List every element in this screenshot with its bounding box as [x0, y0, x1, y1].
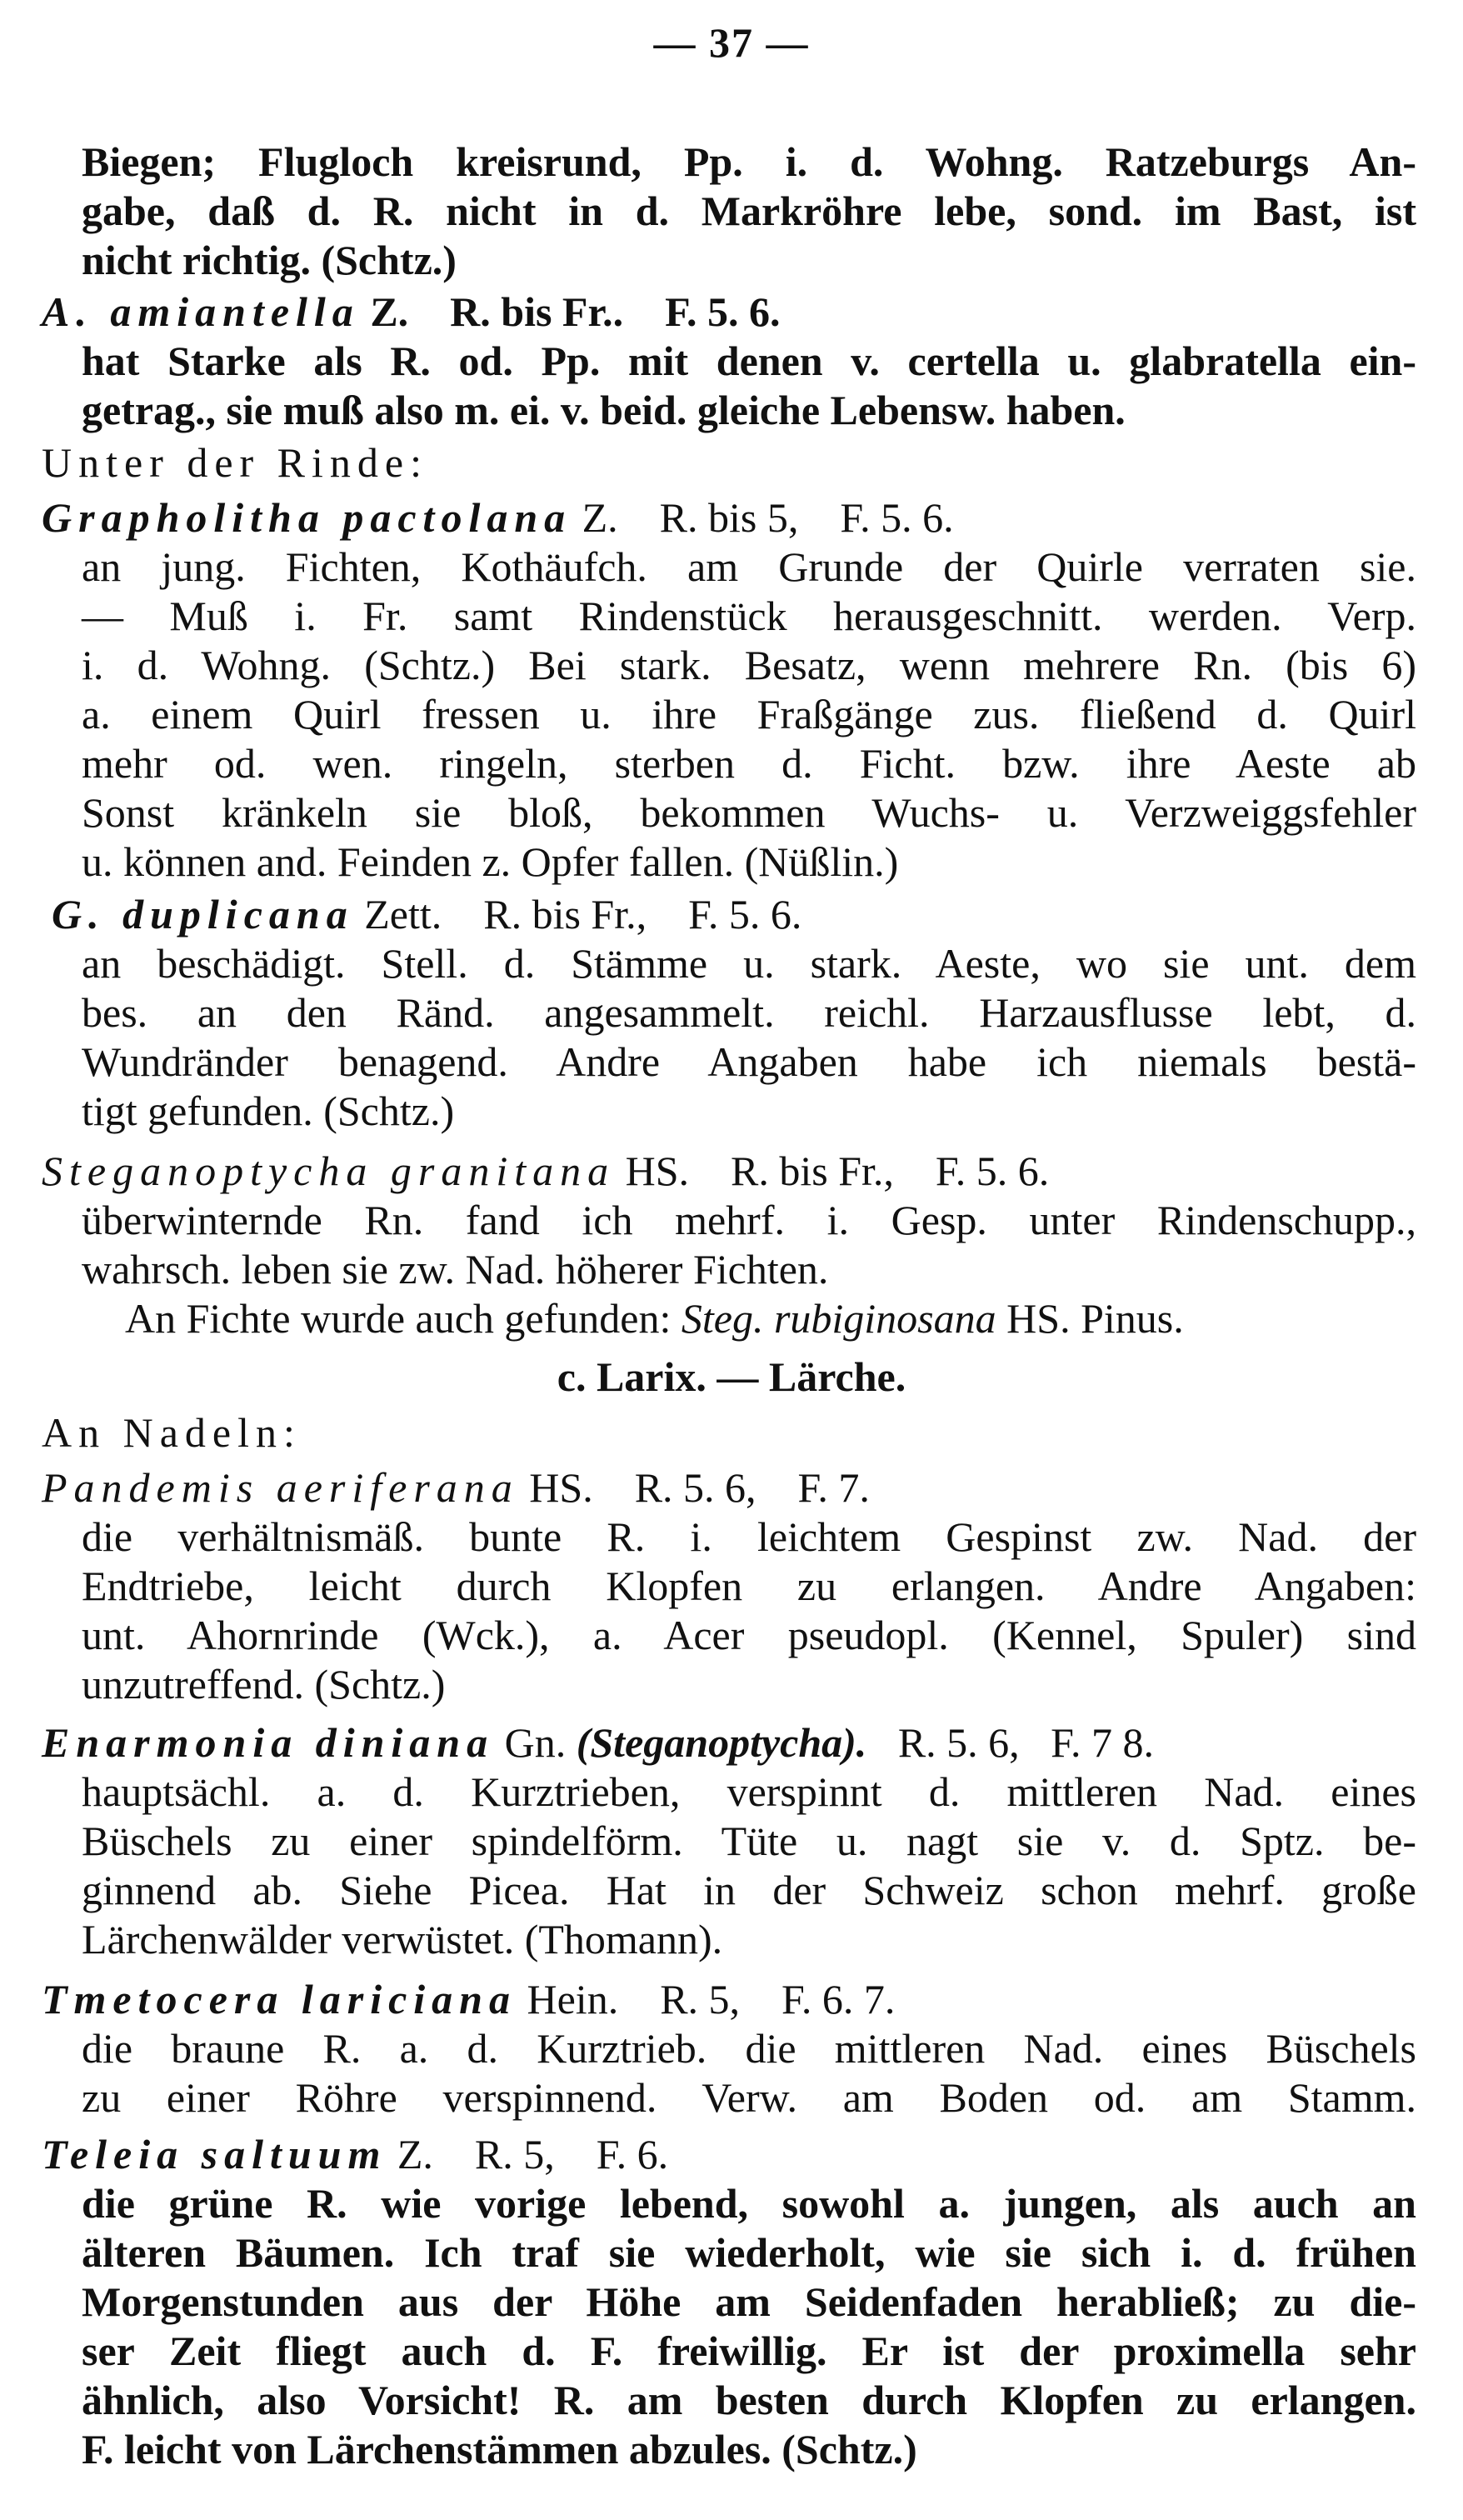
- species-name: Pandemis aeriferana: [42, 1464, 519, 1511]
- species-info: R. 5. 6, F. 7 8.: [866, 1719, 1154, 1766]
- text-line: Biegen; Flugloch kreisrund, Pp. i. d. Wohng. Ratzeburgs An-: [82, 138, 1416, 185]
- text-line: zu einer Röhre verspinnend. Verw. am Boden od. am Stamm.: [82, 2074, 1416, 2121]
- text-line: bes. an den Ränd. angesammelt. reichl. Harzausflusse lebt, d.: [82, 989, 1416, 1036]
- text-line: F. leicht von Lärchenstämmen abzules. (Schtz.): [82, 2426, 917, 2472]
- text-line: unt. Ahornrinde (Wck.), a. Acer pseudopl. (Kennel, Spuler) sind: [82, 1612, 1416, 1658]
- text-line: Wundränder benagend. Andre Angaben habe ich niemals bestä-: [82, 1038, 1416, 1085]
- species-name: Teleia saltuum: [42, 2131, 387, 2178]
- text-line: ähnlich, also Vorsicht! R. am besten durch Klopfen zu erlangen.: [82, 2377, 1416, 2423]
- species-info: Z. R. bis 5, F. 5. 6.: [572, 494, 954, 541]
- text-line: die grüne R. wie vorige lebend, sowohl a. jungen, als auch an: [82, 2180, 1416, 2227]
- text-line: Morgenstunden aus der Höhe am Seidenfaden herabließ; zu die-: [82, 2278, 1416, 2325]
- text-line: — Muß i. Fr. samt Rindenstück herausgeschnitt. werden. Verp.: [82, 592, 1416, 639]
- species-line: [42, 288, 781, 336]
- species-line: [42, 2130, 668, 2178]
- text-line: an jung. Fichten, Kothäufch. am Grunde der Quirle verraten sie.: [82, 543, 1416, 590]
- text-line: hauptsächl. a. d. Kurztrieben, verspinnt d. mittleren Nad. eines: [82, 1768, 1416, 1815]
- species-name: Tmetocera lariciana: [42, 1976, 517, 2022]
- text-line: die verhältnismäß. bunte R. i. leichtem Gespinst zw. Nad. der: [82, 1513, 1416, 1560]
- text-span: An Fichte wurde auch gefunden:: [125, 1295, 682, 1342]
- text-line: mehr od. wen. ringeln, sterben d. Ficht. bzw. ihre Aeste ab: [82, 740, 1416, 787]
- text-line: getrag., sie muß also m. ei. v. beid. gleiche Lebensw. haben.: [82, 387, 1126, 433]
- species-line: [42, 493, 954, 542]
- species-name: Enarmonia diniana: [42, 1719, 495, 1766]
- text-line: die braune R. a. d. Kurztrieb. die mittleren Nad. eines Büschels: [82, 2025, 1416, 2072]
- text-line: [125, 1294, 1184, 1342]
- text-line: nicht richtig. (Schtz.): [82, 237, 457, 283]
- text-line: ginnend ab. Siehe Picea. Hat in der Schweiz schon mehrf. große: [82, 1867, 1416, 1913]
- text-line: älteren Bäumen. Ich traf sie wiederholt, wie sie sich i. d. frühen: [82, 2229, 1416, 2276]
- text-line: gabe, daß d. R. nicht in d. Markröhre lebe, sond. im Bast, ist: [82, 188, 1416, 234]
- text-line: überwinternde Rn. fand ich mehrf. i. Gesp. unter Rindenschupp.,: [82, 1197, 1416, 1243]
- species-info: Gn.: [494, 1719, 577, 1766]
- species-line: [42, 1147, 1049, 1195]
- section-heading: Unter der Rinde:: [42, 439, 429, 486]
- species-synonym: (Steganoptycha).: [576, 1719, 867, 1766]
- section-heading: An Nadeln:: [42, 1409, 302, 1456]
- section-title: c. Larix. — Lärche.: [557, 1353, 906, 1400]
- species-info: Hein. R. 5, F. 6. 7.: [517, 1976, 896, 2022]
- text-line: i. d. Wohng. (Schtz.) Bei stark. Besatz, wenn mehrere Rn. (bis 6): [82, 642, 1416, 688]
- text-span: HS. Pinus.: [996, 1295, 1184, 1342]
- species-info: HS. R. bis Fr., F. 5. 6.: [615, 1148, 1050, 1194]
- text-line: a. einem Quirl fressen u. ihre Fraßgänge zus. fließend d. Quirl: [82, 691, 1416, 738]
- species-line: [42, 1718, 1154, 1767]
- text-line: tigt gefunden. (Schtz.): [82, 1088, 455, 1134]
- text-line: unzutreffend. (Schtz.): [82, 1661, 446, 1708]
- text-line: ser Zeit fliegt auch d. F. freiwillig. Er ist der proximella sehr: [82, 2328, 1416, 2374]
- text-line: wahrsch. leben sie zw. Nad. höherer Fichten.: [82, 1246, 829, 1292]
- species-info: Z. R. 5, F. 6.: [387, 2131, 669, 2178]
- text-line: Endtriebe, leicht durch Klopfen zu erlangen. Andre Angaben:: [82, 1562, 1416, 1609]
- text-line: hat Starke als R. od. Pp. mit denen v. certella u. glabratella ein-: [82, 338, 1416, 384]
- text-line: an beschädigt. Stell. d. Stämme u. stark. Aeste, wo sie unt. dem: [82, 940, 1416, 987]
- text-line: Lärchenwälder verwüstet. (Thomann).: [82, 1916, 723, 1962]
- species-info: HS. R. 5. 6, F. 7.: [518, 1464, 870, 1511]
- species-line: [52, 890, 801, 938]
- page-number: — 37 —: [653, 19, 810, 66]
- species-info: Z. R. bis Fr.. F. 5. 6.: [359, 288, 781, 335]
- text-line: Büschels zu einer spindelförm. Tüte u. nagt sie v. d. Sptz. be-: [82, 1818, 1416, 1864]
- species-line: [42, 1975, 895, 2023]
- species-name: A. amiantella: [42, 288, 360, 335]
- species-reference: Steg. rubiginosana: [681, 1295, 996, 1342]
- species-name: G. duplicana: [52, 891, 354, 938]
- species-line: [42, 1463, 870, 1512]
- text-line: Sonst kränkeln sie bloß, bekommen Wuchs- u. Verzweiggsfehler: [82, 789, 1416, 836]
- species-name: Steganoptycha granitana: [42, 1148, 616, 1194]
- species-info: Zett. R. bis Fr., F. 5. 6.: [353, 891, 802, 938]
- species-name: Grapholitha pactolana: [42, 494, 572, 541]
- text-line: u. können and. Feinden z. Opfer fallen. (Nüßlin.): [82, 838, 899, 885]
